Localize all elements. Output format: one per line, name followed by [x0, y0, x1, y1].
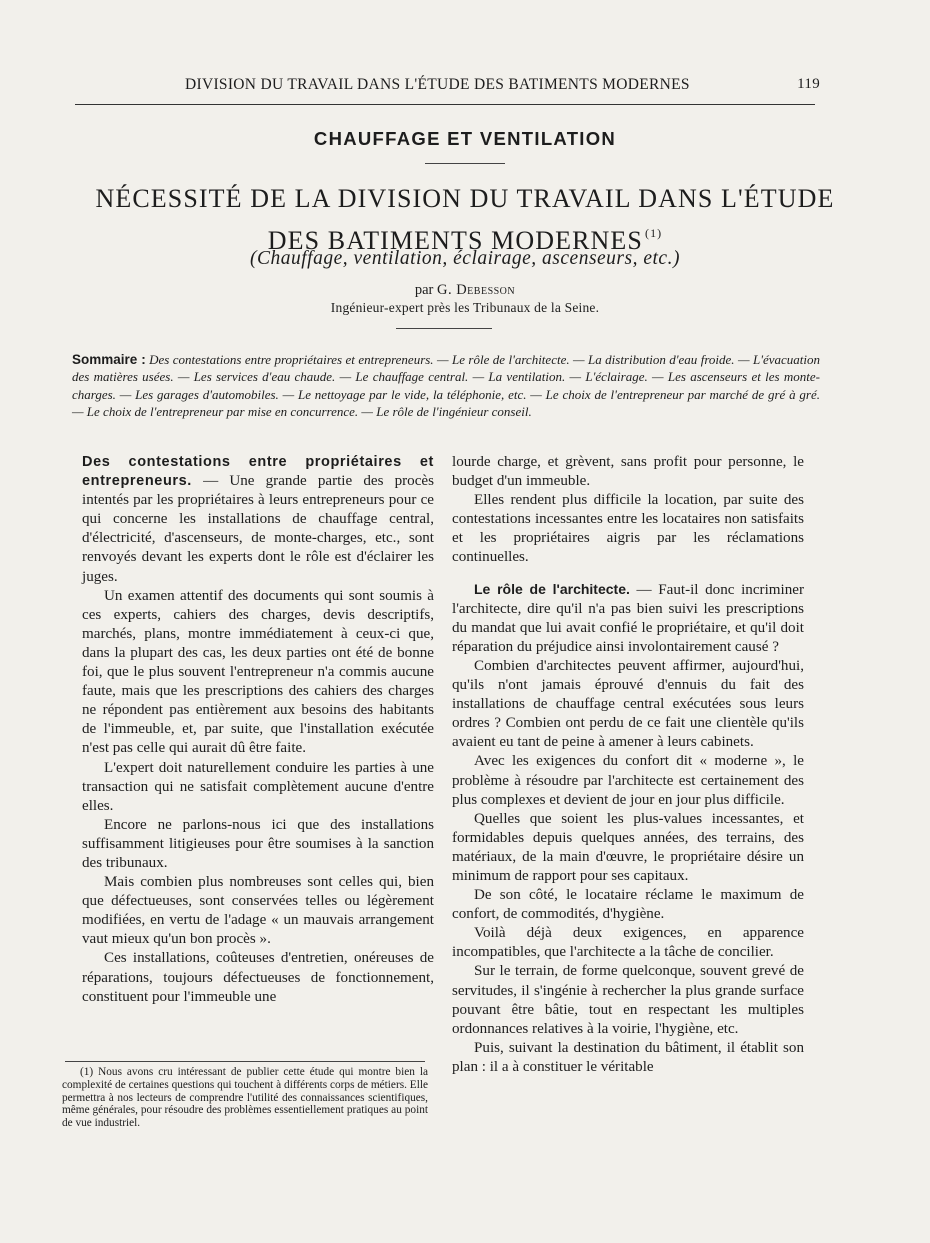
right-column [452, 453, 804, 1077]
summary [72, 351, 820, 421]
paragraph: Un examen attentif des documents qui sont soumis à ces experts, cahiers des charges, devis descriptifs, marchés, plans, montre immédiatement à ceux-ci que, dans la plupart des cas, les deux parties ont été de bonne foi, que le plus souvent l'entrepreneur n'a commis aucune faute, mais que les prescriptions des cahiers des charges ne répondent pas entièrement aux besoins des habitants de l'immeuble, et, par suite, que l'installation exécutée n'est pas celle qui aurait dû être faite. [82, 587, 434, 757]
paragraph: lourde charge, et grèvent, sans profit pour personne, le budget d'un immeuble. [452, 454, 804, 490]
paragraph-text: — Faut-il donc incriminer l'architecte, dire qu'il n'a pas bien suivi les prescriptions du mandat que lui avait confié le propriétaire, et qu'il doit réparation du préjudice ainsi involontairement causé ? [452, 581, 804, 655]
paragraph: L'expert doit naturellement conduire les parties à une transaction qui ne satisfait complètement aucune d'entre elles. [82, 759, 434, 814]
footnote-rule [65, 1061, 425, 1062]
running-header [60, 76, 820, 96]
left-column [82, 453, 434, 1007]
page-number: 119 [797, 76, 820, 92]
paragraph: Encore ne parlons-nous ici que des installations suffisamment litigieuses pour être soumises à la sanction des tribunaux. [82, 816, 434, 871]
paragraph: Ces installations, coûteuses d'entretien, onéreuses de réparations, toujours défectueuses de fonctionnement, constituent pour l'immeuble une [82, 950, 434, 1005]
article-title-line-1: NÉCESSITÉ DE LA DIVISION DU TRAVAIL DANS L'ÉTUDE [95, 184, 835, 213]
section-divider [425, 163, 505, 164]
author-name: G. Debesson [436, 282, 516, 298]
article-title [60, 182, 870, 258]
summary-label: Sommaire : [72, 352, 146, 367]
paragraph [452, 580, 804, 657]
title-footnote-marker: (1) [644, 226, 663, 240]
paragraph: Elles rendent plus difficile la location, par suite des contestations incessantes entre les locataires non satisfaits et les propriétaires aigris par les réclamations continuelles. [452, 492, 804, 566]
summary-text: Des contestations entre propriétaires et entrepreneurs. — Le rôle de l'architecte. — La distribution d'eau froide. — L'évacuation des matières usées. — Les services d'eau chaude. — Le chauffage central. — La ventilation. — L'éclairage. — Les ascenseurs et les monte-charges. — Les garages d'automobiles. — Le nettoyage par le vide, la téléphonie, etc. — Le choix de l'entrepreneur par marché de gré à gré. — Le choix de l'entrepreneur par mise en concurrence. — Le rôle de l'ingénieur conseil. [72, 352, 821, 420]
paragraph: Voilà déjà deux exigences, en apparence incompatibles, que l'architecte a la tâche de concilier. [452, 925, 804, 961]
lead-heading: Des contestations entre propriétaires et entrepreneurs. [82, 454, 434, 490]
paragraph-text: — Une grande partie des procès intentés par les propriétaires à leurs entrepreneurs pour ce qui concerne les installations de chauffage central, d'électricité, d'ascenseurs, de monte-charges, etc., sont renvoyés devant les experts dont le rôle est d'éclairer les juges. [82, 473, 435, 585]
byline-divider [396, 328, 492, 329]
paragraph: Puis, suivant la destination du bâtiment, il établit son plan : il a à constituer le véritable [452, 1039, 804, 1075]
article-title-line-2-text: DES BATIMENTS MODERNES [267, 226, 643, 255]
author-affiliation: Ingénieur-expert près les Tribunaux de la Seine. [330, 300, 600, 315]
subheading: Le rôle de l'architecte. [474, 580, 630, 597]
paragraph: Avec les exigences du confort dit « moderne », le problème à résoudre par l'architecte est certainement des plus complexes et devient de jour en jour plus difficile. [452, 753, 804, 808]
article-subtitle: (Chauffage, ventilation, éclairage, ascenseurs, etc.) [250, 248, 680, 269]
author-prefix: par [414, 282, 434, 298]
paragraph: Mais combien plus nombreuses sont celles qui, bien que défectueuses, sont conservées telles ou légèrement modifiées, en vertu de l'adage « un mauvais arrangement vaut mieux qu'un bon procès ». [82, 874, 434, 948]
header-rule [75, 104, 815, 105]
paragraph [82, 453, 434, 587]
running-title: DIVISION DU TRAVAIL DANS L'ÉTUDE DES BATIMENTS MODERNES [185, 76, 690, 93]
footnote: (1) Nous avons cru intéressant de publier cette étude qui montre bien la complexité de certaines questions qui touchent à différents corps de métiers. Elle permettra à nos lecteurs de comprendre l'utilité des connaissances scientifiques, même générales, pour résoudre des problèmes essentiellement pratiques au point de vue industriel. [62, 1066, 428, 1130]
paragraph: De son côté, le locataire réclame le maximum de confort, de commodités, d'hygiène. [452, 887, 804, 923]
paragraph: Quelles que soient les plus-values incessantes, et formidables depuis quelques années, des terrains, des matériaux, de la main d'œuvre, le propriétaire désire un minimum de rapport pour ses capitaux. [452, 810, 804, 884]
paragraph: Combien d'architectes peuvent affirmer, aujourd'hui, qu'ils n'ont jamais éprouvé d'ennuis du fait des installations de chauffage central exécutées sous leurs ordres ? Combien ont perdu de ce fait une clientèle qu'ils avaient eu tant de peine à amener à leurs cabinets. [452, 657, 804, 751]
section-title: CHAUFFAGE ET VENTILATION [313, 128, 617, 149]
paragraph: Sur le terrain, de forme quelconque, souvent grevé de servitudes, il s'ingénie à rechercher la plus grande surface pouvant être bâtie, tout en respectant les multiples ordonnances relatives à la voirie, l'hygiène, etc. [452, 963, 804, 1037]
author-line [60, 282, 870, 299]
